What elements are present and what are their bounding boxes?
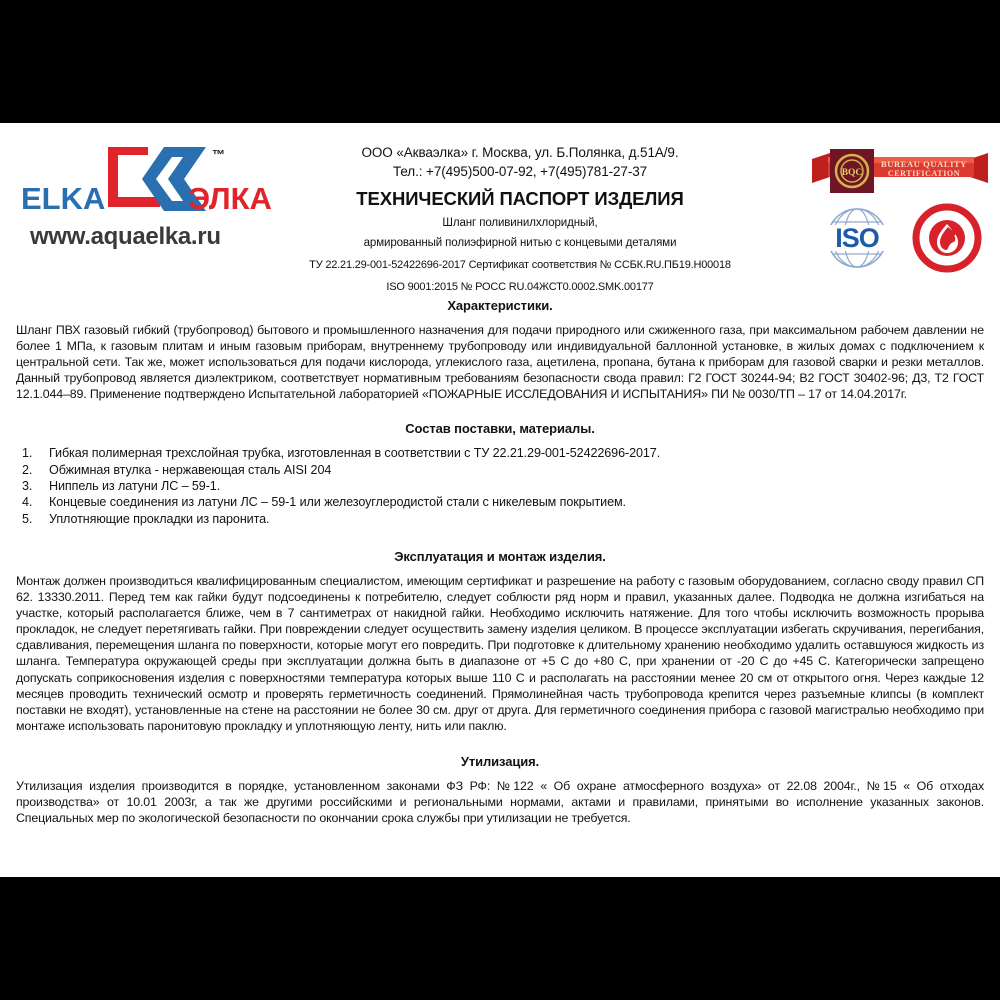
list-item-number: 3. — [22, 479, 33, 494]
list-item-number: 2. — [22, 462, 33, 477]
section-body-disposal: Утилизация изделия производится в порядке, установленном законами ФЗ РФ: №122 « Об охране атмосферного воздуха» от 22.08 2004г., №15 « Об отходах производства» от 10.01 2003г, а так же другими российскими и региональными нормами, актами и правилами, принятыми во исполнение указанных законов. Специальных мер по экологической безопасности по окончании срока службы при утилизации не требуется. — [16, 778, 984, 826]
list-item — [16, 494, 984, 510]
company-website: www.aquaelka.ru — [30, 223, 221, 250]
logo-cyrillic-name: ЭЛКА — [188, 181, 272, 216]
section-heading-operation: Эксплуатация и монтаж изделия. — [394, 548, 606, 564]
section-heading-supply: Состав поставки, материалы. — [405, 421, 595, 437]
certification-badges — [812, 147, 988, 277]
list-item-number: 1. — [22, 446, 33, 461]
list-item-text: Уплотняющие прокладки из паронита. — [49, 511, 270, 526]
bqc-certification-icon — [812, 147, 988, 195]
document-body — [0, 298, 1000, 826]
certificate-line-1: ТУ 22.21.29-001-52422696-2017 Сертификат соответствия № ССБК.RU.ПБ19.Н00018 — [309, 259, 731, 271]
svg-text:ISO: ISO — [835, 223, 879, 253]
fire-safety-certification-icon — [912, 203, 982, 273]
section-body-characteristics: Шланг ПВХ газовый гибкий (трубопровод) бытового и промышленного назначения для подачи природного или сжиженного газа, при максимальном рабочем давлении не более 1 МПа, к газовым плитам и иным газовым приборам, внутреннему трубопроводу или индивидуальной баллонной установке, в жилых домах с подключением к центральной сети. Так же, может использоваться для подачи кислорода, углекислого газа, ацетилена, пропана, бутана к приборам для газовой сварки и резки металлов. Данный трубопровод является диэлектриком, соответствует нормативным требованиям безопасности свода правил: Г2 ГОСТ 30244-94; В2 ГОСТ 30402-96; Д3, Т2 ГОСТ 12.1.044–89. Применение подтверждено Испытательной лабораторией «ПОЖАРНЫЕ ИССЛЕДОВАНИЯ И ИСПЫТАНИЯ» ПИ № 0030/ТП – 17 от 14.04.2017г. — [16, 323, 984, 402]
supply-list — [16, 445, 984, 526]
document-title: ТЕХНИЧЕСКИЙ ПАСПОРТ ИЗДЕЛИЯ — [356, 188, 684, 209]
bottom-black-band — [0, 877, 1000, 1000]
company-address: ООО «Акваэлка» г. Москва, ул. Б.Полянка, д.51А/9. — [361, 145, 679, 160]
list-item — [16, 462, 984, 478]
company-phones: Тел.: +7(495)500-07-92, +7(495)781-27-37 — [392, 164, 648, 179]
list-item-text: Концевые соединения из латуни ЛС – 59-1 или железоуглеродистой стали с никелевым покрытием. — [49, 495, 626, 510]
list-item-number: 4. — [22, 495, 33, 510]
list-item-text: Обжимная втулка - нержавеющая сталь AISI 204 — [49, 462, 332, 477]
trademark-symbol: ™ — [212, 147, 225, 162]
product-subtitle-line2: армированный полиэфирной нитью с концевыми деталями — [363, 237, 677, 249]
svg-text:BQC: BQC — [841, 168, 863, 178]
list-item — [16, 478, 984, 494]
top-black-band — [0, 0, 1000, 123]
svg-text:BUREAU QUALITY: BUREAU QUALITY — [880, 159, 968, 169]
passport-sheet — [0, 123, 1000, 877]
logo-latin-name: ELKA — [21, 181, 106, 216]
list-item-number: 5. — [22, 511, 33, 526]
iso-certification-icon — [818, 205, 896, 271]
section-heading-disposal: Утилизация. — [460, 753, 540, 769]
list-item-text: Ниппель из латуни ЛС – 59-1. — [49, 479, 221, 494]
section-body-operation: Монтаж должен производиться квалифицированным специалистом, имеющим сертификат и разрешение на работу с газовым оборудованием, согласно своду правил СП 62. 13330.2011. Перед тем как гайки будут подсоединены к потребителю, следует соблюсти ряд норм и правил, указанных далее. Подводка не должна изгибаться на участке, который располагается ближе, чем в 7 сантиметрах от накидной гайки. Необходимо исключить натяжение. Для того чтобы исключить возможность прорыва прокладок, не следует перетягивать гайки. При повреждении следует осуществить замену изделия целиком. В процессе эксплуатации избегать скручивания, перегибания, сдавливания, перемещения шланга по поверхности, которые могут его повредить. При подготовке к длительному хранению необходимо удалить оставшуюся жидкость из шланга. Температура окружающей среды при эксплуатации должна быть в диапазоне от +5 С до +80 С, при хранении от -20 С до +45 С. Категорически запрещено допускать соприкосновения изделия с поверхностями температура которых выше 110 С и располагать на расстоянии менее 20 см от открытого огня. Через каждые 12 месяцев проводить технический осмотр и проверять герметичность соединений. Прямолинейная часть трубопровода крепится через разъемные клипсы (в комплект поставки не входят), установленные на стене на расстоянии не более 30 см. друг от друга. Для герметичного соединения прибора с газовой магистралью необходимо при монтаже использовать паронитовую прокладку и уплотняющую ленту, нить или паклю. — [16, 573, 984, 733]
section-heading-characteristics: Характеристики. — [447, 298, 553, 313]
document-header — [0, 123, 1000, 298]
company-logo — [16, 145, 284, 265]
product-subtitle-line1: Шланг поливинилхлоридный, — [442, 217, 598, 229]
header-text-block — [285, 143, 755, 294]
svg-text:CERTIFICATION: CERTIFICATION — [887, 169, 961, 178]
list-item — [16, 445, 984, 461]
list-item — [16, 511, 984, 527]
certificate-line-2: ISO 9001:2015 № РОСС RU.04ЖСТ0.0002.SMK.00177 — [386, 281, 654, 293]
list-item-text: Гибкая полимерная трехслойная трубка, изготовленная в соответствии с ТУ 22.21.29-001-52422696-2017. — [49, 446, 661, 461]
